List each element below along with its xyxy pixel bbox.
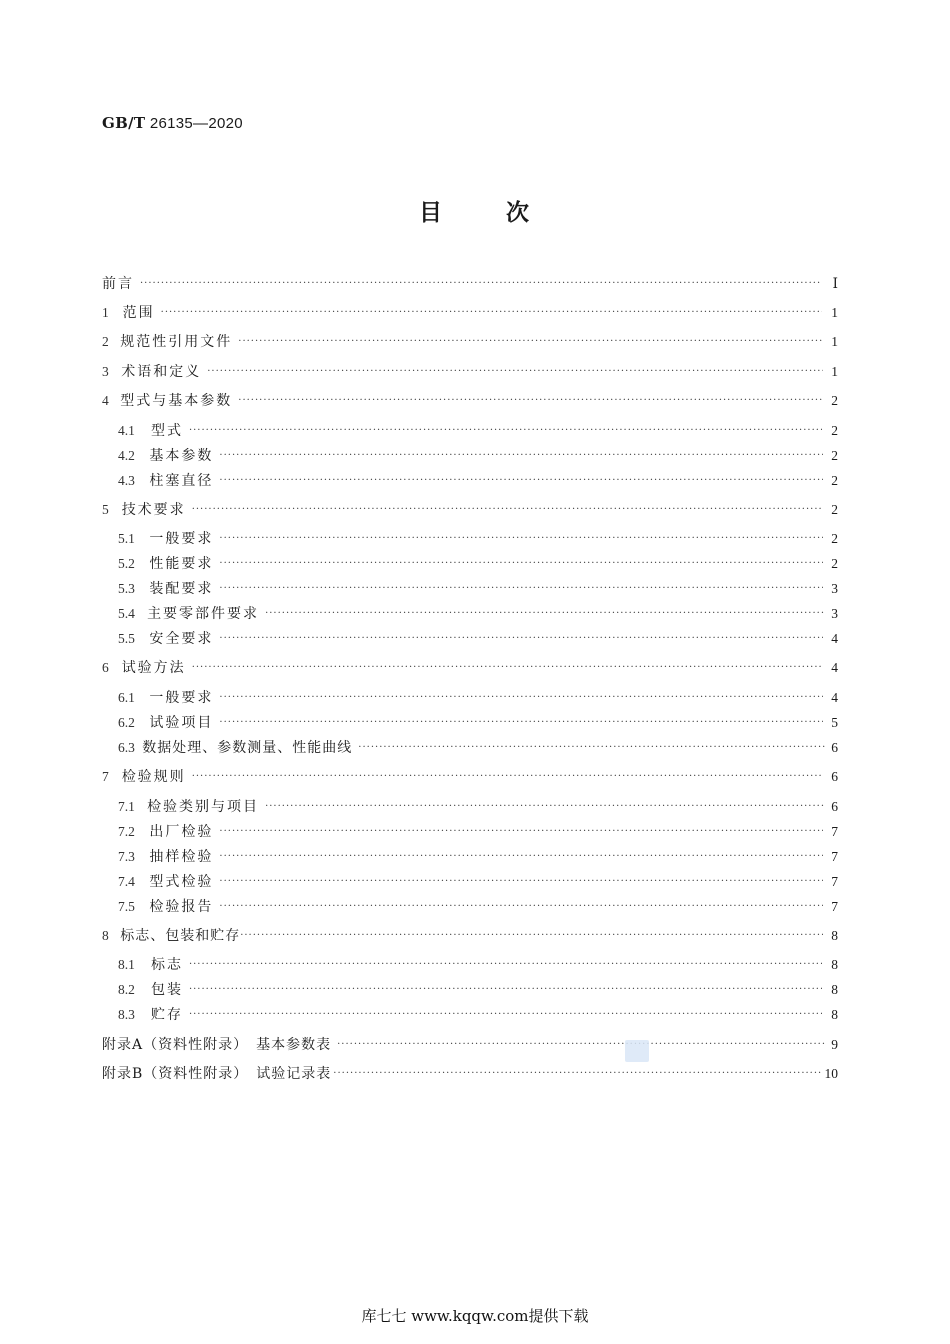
toc-entry-number: 8.3 — [118, 1007, 135, 1022]
toc-entry-page: 4 — [831, 690, 838, 705]
toc-entry-4[interactable] — [102, 390, 838, 412]
toc-entry-title: 检验报告 — [149, 899, 214, 915]
toc-leader-dots — [219, 846, 823, 868]
toc-entry-page: 8 — [831, 928, 838, 943]
toc-entry-title: 标志 — [150, 957, 183, 973]
toc-leader-dots — [189, 420, 823, 442]
toc-entry-8-3[interactable] — [118, 1004, 838, 1026]
toc-entry-number: 7.4 — [118, 874, 135, 889]
toc-leader-dots — [192, 766, 823, 788]
toc-entry-title: 出厂检验 — [149, 824, 214, 840]
toc-entry-page: 8 — [831, 957, 838, 972]
toc-leader-dots — [219, 628, 823, 650]
toc-leader-dots — [358, 737, 825, 759]
toc-entry-page: 7 — [831, 899, 838, 914]
toc-entry-6-3[interactable] — [118, 737, 838, 759]
toc-leader-dots — [219, 687, 823, 709]
toc-leader-dots — [219, 871, 823, 893]
toc-leader-dots — [192, 499, 823, 521]
toc-entry-number: 7.5 — [118, 899, 135, 914]
toc-entry-page: 6 — [831, 769, 838, 784]
toc-leader-dots — [265, 796, 824, 818]
toc-entry-4-2[interactable] — [118, 445, 838, 467]
toc-entry-number: 7.2 — [118, 824, 135, 839]
toc-entry-number: 5.1 — [118, 531, 135, 546]
toc-entry-annex-a[interactable] — [102, 1034, 838, 1056]
toc-leader-dots — [337, 1034, 825, 1056]
toc-entry-number: 5.2 — [118, 556, 135, 571]
toc-leader-dots — [189, 1004, 823, 1026]
toc-entry-title: 抽样检验 — [149, 849, 214, 865]
toc-entry-number: 6.2 — [118, 715, 135, 730]
toc-entry-number: 2 — [102, 334, 109, 349]
toc-entry-page: 8 — [831, 1007, 838, 1022]
toc-entry-5[interactable] — [102, 499, 838, 521]
toc-entry-title: 附录A（资料性附录） 基本参数表 — [102, 1037, 332, 1053]
toc-entry-8[interactable] — [102, 925, 838, 947]
toc-entry-number: 5.4 — [118, 606, 135, 621]
toc-entry-number: 6.3 — [118, 740, 135, 755]
toc-entry-5-2[interactable] — [118, 553, 838, 575]
toc-entry-8-1[interactable] — [118, 954, 838, 976]
toc-leader-dots — [219, 445, 823, 467]
toc-entry-page: Ⅰ — [832, 276, 838, 291]
toc-entry-title: 规范性引用文件 — [120, 334, 233, 350]
toc-entry-4-3[interactable] — [118, 470, 838, 492]
toc-leader-dots — [219, 470, 823, 492]
toc-leader-dots — [161, 302, 822, 324]
toc-entry-title: 检验规则 — [121, 769, 186, 785]
toc-entry-number: 7.3 — [118, 849, 135, 864]
toc-entry-7-4[interactable] — [118, 871, 838, 893]
toc-entry-7-5[interactable] — [118, 896, 838, 918]
toc-entry-page: 9 — [831, 1037, 838, 1052]
toc-entry-1[interactable] — [102, 302, 838, 324]
toc-entry-number: 5.3 — [118, 581, 135, 596]
toc-entry-title: 柱塞直径 — [149, 473, 214, 489]
toc-entry-page: 3 — [831, 606, 838, 621]
toc-entry-title: 试验项目 — [149, 715, 214, 731]
toc-entry-page: 2 — [831, 473, 838, 488]
toc-heading-char-1: 目 — [418, 200, 444, 226]
toc-entry-page: 2 — [831, 448, 838, 463]
download-footer: 库七七 www.kqqw.com提供下载 — [361, 1307, 589, 1325]
toc-entry-title: 附录B（资料性附录） 试验记录表 — [102, 1066, 332, 1082]
toc-entry-title: 基本参数 — [149, 448, 214, 464]
toc-entry-title: 试验方法 — [121, 660, 186, 676]
toc-entry-title: 术语和定义 — [121, 364, 202, 380]
toc-entry-title: 标志、包装和贮存 — [120, 928, 241, 944]
toc-entry-page: 2 — [831, 556, 838, 571]
toc-heading-char-2: 次 — [506, 200, 531, 226]
toc-entry-page: 7 — [831, 874, 838, 889]
toc-entry-page: 4 — [831, 631, 838, 646]
toc-entry-number: 6 — [102, 660, 109, 675]
toc-entry-foreword[interactable] — [102, 273, 838, 295]
toc-entry-title: 包装 — [150, 982, 183, 998]
toc-entry-4-1[interactable] — [118, 420, 838, 442]
toc-entry-6[interactable] — [102, 657, 838, 679]
watermark-stamp-icon — [625, 1040, 649, 1062]
toc-entry-title: 主要零部件要求 — [147, 606, 260, 622]
toc-entry-title: 型式检验 — [149, 874, 214, 890]
toc-entry-7-1[interactable] — [118, 796, 838, 818]
toc-leader-dots — [238, 390, 823, 412]
toc-entry-number: 7.1 — [118, 799, 135, 814]
toc-entry-page: 4 — [831, 660, 838, 675]
toc-entry-page: 2 — [831, 393, 838, 408]
toc-entry-6-1[interactable] — [118, 687, 838, 709]
toc-entry-number: 8.1 — [118, 957, 135, 972]
toc-entry-title: 性能要求 — [149, 556, 214, 572]
toc-entry-5-3[interactable] — [118, 578, 838, 600]
toc-leader-dots — [189, 979, 823, 1001]
toc-entry-number: 3 — [102, 364, 109, 379]
toc-entry-title: 型式 — [150, 423, 183, 439]
toc-entry-number: 4.2 — [118, 448, 135, 463]
toc-entry-title: 装配要求 — [149, 581, 214, 597]
toc-entry-title: 贮存 — [150, 1007, 183, 1023]
toc-entry-title: 数据处理、参数测量、性能曲线 — [142, 740, 353, 756]
toc-entry-title: 一般要求 — [149, 690, 214, 706]
toc-entry-number: 4.1 — [118, 423, 135, 438]
standard-prefix: GB/T — [102, 114, 146, 132]
standard-code: 26135—2020 — [149, 115, 243, 132]
toc-entry-page: 10 — [824, 1066, 838, 1081]
toc-entry-number: 6.1 — [118, 690, 135, 705]
toc-entry-7-3[interactable] — [118, 846, 838, 868]
toc-entry-page: 2 — [831, 502, 838, 517]
toc-leader-dots — [219, 578, 823, 600]
toc-entry-page: 6 — [831, 799, 838, 814]
toc-entry-page: 5 — [831, 715, 838, 730]
toc-entry-page: 2 — [831, 423, 838, 438]
toc-entry-5-4[interactable] — [118, 603, 838, 625]
toc-leader-dots — [265, 603, 824, 625]
toc-entry-3[interactable] — [102, 361, 838, 383]
toc-entry-number: 1 — [102, 305, 109, 320]
toc-entry-page: 2 — [831, 531, 838, 546]
toc-entry-page: 7 — [831, 849, 838, 864]
toc-leader-dots — [192, 657, 823, 679]
toc-leader-dots — [238, 331, 823, 353]
toc-entry-title: 范围 — [122, 305, 155, 321]
toc-entry-7[interactable] — [102, 766, 838, 788]
toc-entry-number: 5.5 — [118, 631, 135, 646]
toc-entry-number: 8.2 — [118, 982, 135, 997]
toc-leader-dots — [140, 273, 822, 295]
toc-entry-page: 7 — [831, 824, 838, 839]
toc-entry-title: 一般要求 — [149, 531, 214, 547]
toc-leader-dots — [333, 1063, 820, 1085]
toc-leader-dots — [219, 553, 823, 575]
toc-entry-number: 7 — [102, 769, 109, 784]
toc-entry-title: 安全要求 — [149, 631, 214, 647]
toc-leader-dots — [219, 821, 823, 843]
toc-entry-page: 1 — [831, 334, 838, 349]
toc-entry-page: 8 — [831, 982, 838, 997]
toc-entry-page: 1 — [831, 305, 838, 320]
toc-entry-number: 8 — [102, 928, 109, 943]
toc-entry-title: 前言 — [102, 276, 134, 292]
toc-entry-page: 3 — [831, 581, 838, 596]
toc-entry-8-2[interactable] — [118, 979, 838, 1001]
toc-entry-title: 技术要求 — [121, 502, 186, 518]
toc-leader-dots — [219, 528, 823, 550]
toc-entry-5-5[interactable] — [118, 628, 838, 650]
toc-entry-page: 6 — [831, 740, 838, 755]
table-of-contents — [102, 0, 838, 1344]
toc-entry-title: 检验类别与项目 — [147, 799, 260, 815]
toc-entry-page: 1 — [831, 364, 838, 379]
toc-entry-7-2[interactable] — [118, 821, 838, 843]
toc-leader-dots — [207, 361, 823, 383]
toc-leader-dots — [219, 712, 823, 734]
toc-entry-number: 5 — [102, 502, 109, 517]
toc-leader-dots — [240, 925, 823, 947]
toc-entry-number: 4.3 — [118, 473, 135, 488]
toc-entry-6-2[interactable] — [118, 712, 838, 734]
toc-entry-number: 4 — [102, 393, 109, 408]
toc-leader-dots — [219, 896, 823, 918]
toc-entry-2[interactable] — [102, 331, 838, 353]
toc-entry-annex-b[interactable] — [102, 1063, 838, 1085]
toc-entry-5-1[interactable] — [118, 528, 838, 550]
toc-entry-title: 型式与基本参数 — [120, 393, 233, 409]
toc-leader-dots — [189, 954, 823, 976]
